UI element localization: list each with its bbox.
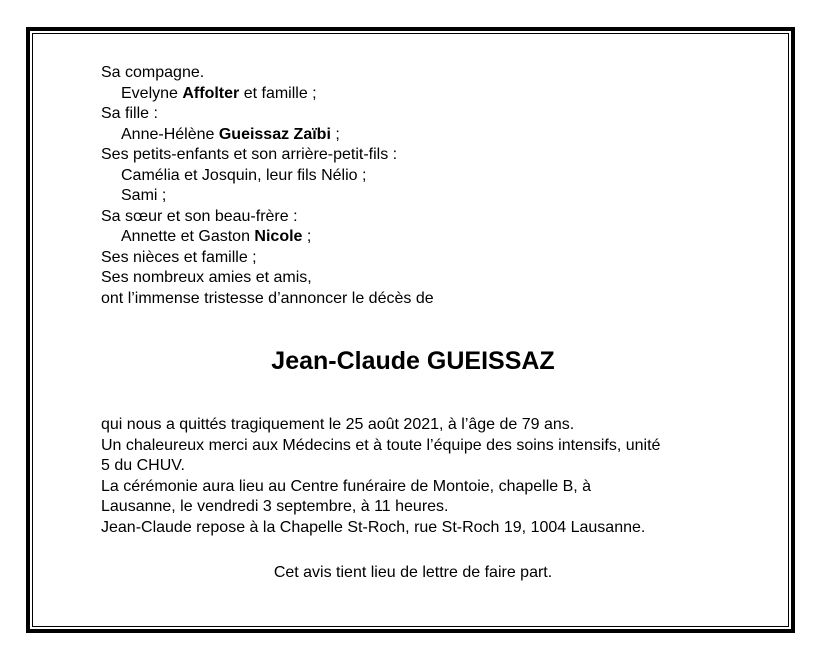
detail-line: 5 du CHUV.	[101, 457, 185, 474]
text: Annette et Gaston	[121, 228, 255, 245]
surname: Nicole	[254, 228, 303, 245]
detail-line: Un chaleureux merci aux Médecins et à toute l’équipe des soins intensifs, unité	[101, 436, 661, 454]
surname: Gueissaz Zaïbi	[218, 125, 331, 143]
detail-line: La cérémonie aura lieu au Centre funéraire de Montoie, chapelle B, à	[101, 477, 592, 495]
family-line: Ses petits-enfants et son arrière-petit-fils :	[101, 146, 398, 163]
family-line	[101, 227, 741, 248]
surname: Affolter	[182, 84, 240, 102]
family-list	[101, 63, 741, 309]
family-line: ont l’immense tristesse d’annoncer le décès de	[101, 289, 434, 307]
family-line	[101, 125, 741, 146]
details	[101, 415, 741, 538]
detail-line: Jean-Claude repose à la Chapelle St-Roch, rue St-Roch 19, 1004 Lausanne.	[101, 518, 646, 536]
detail-line: Lausanne, le vendredi 3 septembre, à 11 heures.	[101, 498, 449, 515]
text: Anne-Hélène	[121, 125, 219, 143]
text: ;	[302, 228, 312, 245]
text: Evelyne	[121, 84, 183, 102]
family-line: Ses nombreux amies et amis,	[101, 269, 312, 286]
text: et famille ;	[239, 84, 317, 102]
family-line: Ses nièces et famille ;	[101, 248, 257, 266]
detail-line: qui nous a quittés tragiquement le 25 août 2021, à l’âge de 79 ans.	[101, 416, 575, 433]
deceased-name: Jean-Claude GUEISSAZ	[271, 347, 555, 375]
text: ;	[330, 125, 340, 143]
family-line: Sa fille :	[101, 105, 158, 122]
family-line: Sami ;	[121, 187, 167, 204]
family-line	[101, 84, 741, 105]
family-line: Sa sœur et son beau-frère :	[101, 207, 298, 225]
family-line: Camélia et Josquin, leur fils Nélio ;	[121, 166, 367, 184]
closing-note: Cet avis tient lieu de lettre de faire part.	[273, 564, 553, 581]
family-line: Sa compagne.	[101, 64, 205, 81]
